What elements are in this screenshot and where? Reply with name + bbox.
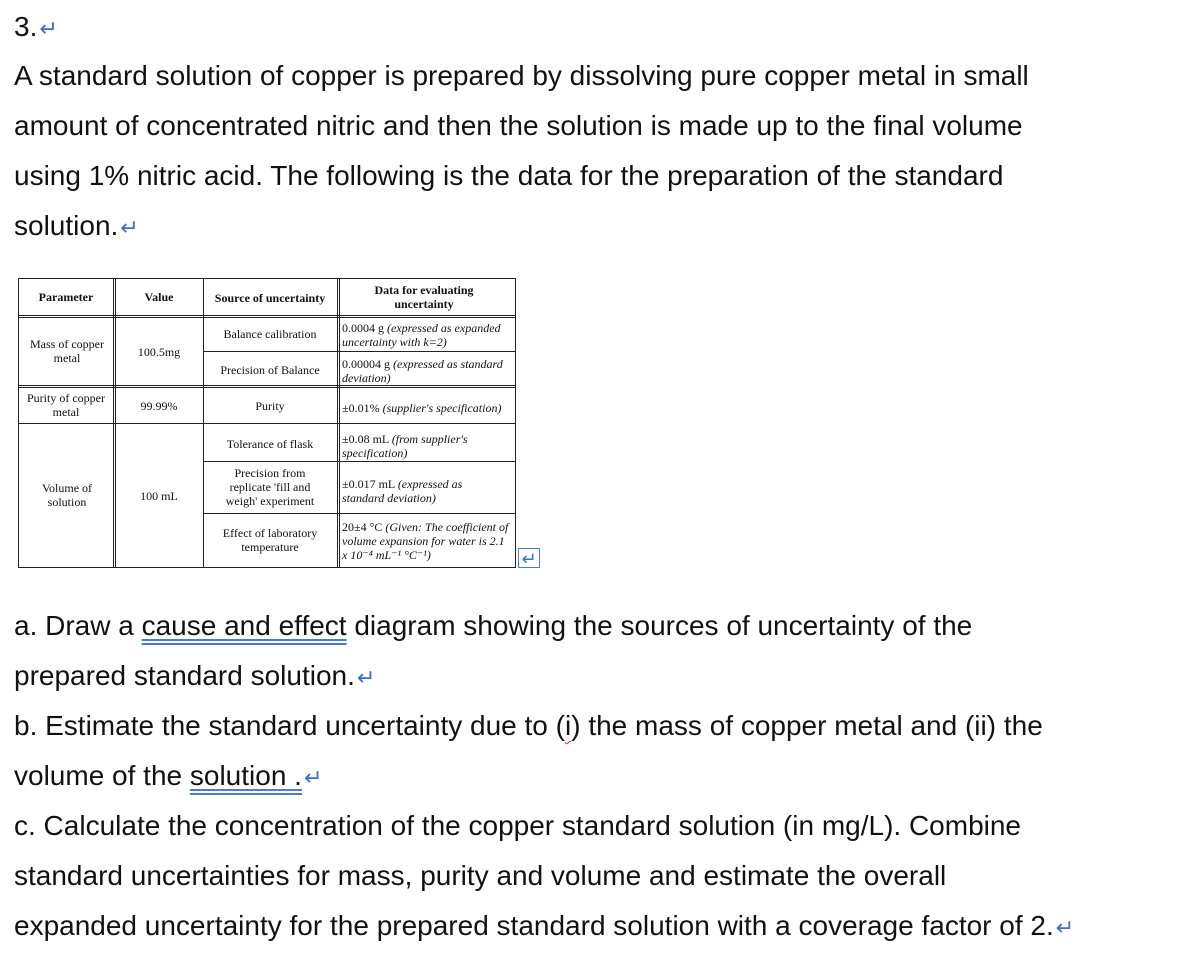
- volume-parameter: Volume of solution: [41, 481, 93, 509]
- volume-source-2: Precision from replicate 'fill and weigh' experiment: [225, 466, 315, 508]
- paragraph-mark-icon: ↵: [39, 16, 58, 41]
- volume-data-1: ±0.08 mL (from supplier's specification): [342, 432, 468, 460]
- paragraph-mark-icon: ↵: [120, 215, 139, 240]
- header-value: Value: [144, 290, 174, 304]
- purity-value: 99.99%: [140, 399, 178, 413]
- intro-line-1: A standard solution of copper is prepared by dissolving pure copper metal in small: [14, 60, 1029, 91]
- mass-data-2: 0.00004 g (expressed as standard deviation): [342, 357, 503, 385]
- intro-line-2: amount of concentrated nitric and then the solution is made up to the final volume: [14, 110, 1023, 141]
- mass-data-1: 0.0004 g (expressed as expanded uncertainty with k=2): [342, 321, 501, 349]
- question-b-line-1: b. Estimate the standard uncertainty due to (i) the mass of copper metal and (ii) the: [14, 710, 1043, 741]
- intro-line-3: using 1% nitric acid. The following is the data for the preparation of the standard: [14, 160, 1004, 191]
- uncertainty-data-table: [18, 278, 516, 568]
- question-a-line-1: a. Draw a cause and effect diagram showing the sources of uncertainty of the: [14, 610, 973, 641]
- volume-source-1: Tolerance of flask: [226, 437, 314, 451]
- header-parameter: Parameter: [38, 290, 94, 304]
- question-c-line-3: expanded uncertainty for the prepared standard solution with a coverage factor of 2.↵: [14, 910, 1075, 941]
- volume-data-2: ±0.017 mL (expressed as standard deviation): [342, 477, 463, 505]
- volume-data-3: 20±4 °C (Given: The coefficient of volume expansion for water is 2.1 x 10⁻⁴ mL⁻¹ °C⁻¹): [342, 520, 509, 562]
- purity-data: ±0.01% (supplier's specification): [342, 401, 502, 415]
- cause-effect-link[interactable]: cause and effect: [141, 610, 347, 641]
- question-c-line-2: standard uncertainties for mass, purity and volume and estimate the overall: [14, 860, 947, 891]
- purity-parameter: Purity of copper metal: [27, 391, 105, 419]
- purity-source: Purity: [255, 399, 285, 413]
- header-data: Data for evaluating uncertainty: [374, 283, 474, 311]
- paragraph-mark-icon: ↵: [1055, 915, 1075, 940]
- intro-line-4: solution.↵: [14, 210, 139, 241]
- volume-source-3: Effect of laboratory temperature: [222, 526, 318, 554]
- question-number: 3.↵: [14, 11, 58, 42]
- spellcheck-flag[interactable]: i: [564, 710, 572, 741]
- paragraph-mark-icon: ↵: [518, 548, 540, 568]
- mass-source-2: Precision of Balance: [220, 363, 320, 377]
- question-a-line-2: prepared standard solution.↵: [14, 660, 376, 691]
- mass-parameter: Mass of copper metal: [30, 337, 104, 365]
- paragraph-mark-icon: ↵: [356, 665, 376, 690]
- mass-source-1: Balance calibration: [223, 327, 317, 341]
- question-c-line-1: c. Calculate the concentration of the copper standard solution (in mg/L). Combine: [14, 810, 1022, 841]
- question-b-line-2: volume of the solution .↵: [14, 760, 323, 791]
- volume-value: 100 mL: [140, 489, 178, 503]
- mass-value: 100.5mg: [137, 345, 181, 359]
- header-source: Source of uncertainty: [214, 291, 326, 305]
- solution-grammar-flag[interactable]: solution .: [189, 760, 302, 791]
- paragraph-mark-icon: ↵: [303, 765, 323, 790]
